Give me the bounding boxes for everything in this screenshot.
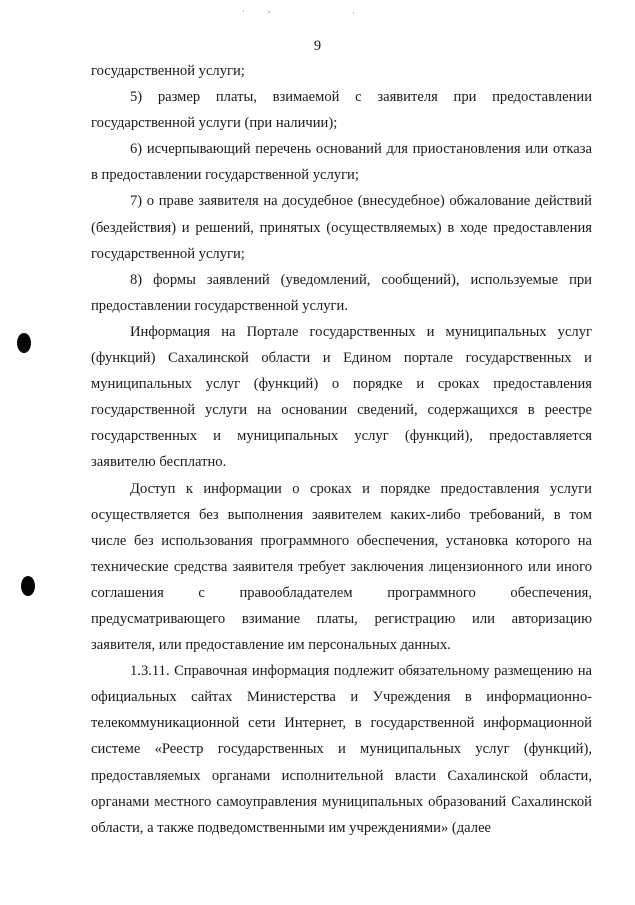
punch-hole [21, 576, 35, 596]
paragraph: 7) о праве заявителя на досудебное (внесудебное) обжалование действий (бездействия) и решений, принятых (осуществляемых) в ходе предоставления государственной услуги; [91, 193, 592, 262]
page-number: 9 [313, 38, 322, 54]
scan-speck: · [242, 6, 245, 16]
paragraph: Доступ к информации о сроках и порядке предоставления услуги осуществляется без выполнения заявителем каких-либо требований, в том числе без использования программного обеспечения, установка которого на технические средства заявителя требует заключения лицензионного или иного соглашения с правообладателем программного обеспечения, предусматривающего взимание платы, регистрацию или авторизацию заявителя, или предоставление им персональных данных. [91, 480, 592, 654]
paragraph: Информация на Портале государственных и муниципальных услуг (функций) Сахалинской области и Едином портале государственных и муниципальных услуг (функций) о порядке и сроках предоставления государственной услуги на основании сведений, содержащихся в реестре государственных и муниципальных услуг (функций), предоставляется заявителю бесплатно. [91, 323, 592, 471]
paragraph: государственной услуги; [91, 63, 245, 79]
scan-speck: · [352, 8, 355, 18]
paragraph: 6) исчерпывающий перечень оснований для приостановления или отказа в предоставлении государственной услуги; [91, 141, 592, 184]
paragraph: 5) размер платы, взимаемой с заявителя при предоставлении государственной услуги (при наличии); [91, 89, 592, 132]
scan-speck: , [268, 4, 271, 14]
document-body [91, 58, 592, 841]
paragraph: 8) формы заявлений (уведомлений, сообщений), используемые при предоставлении государственной услуги. [91, 271, 592, 314]
punch-hole [17, 333, 31, 353]
paragraph: 1.3.11. Справочная информация подлежит обязательному размещению на официальных сайтах Министерства и Учреждения в информационно-телекоммуникационной сети Интернет, в государственной информационной системе «Реестр государственных и муниципальных услуг (функций), предоставляемых органами исполнительной власти Сахалинской области, органами местного самоуправления муниципальных образований Сахалинской области, а также подведомственными им учреждениями» (далее [91, 663, 592, 836]
